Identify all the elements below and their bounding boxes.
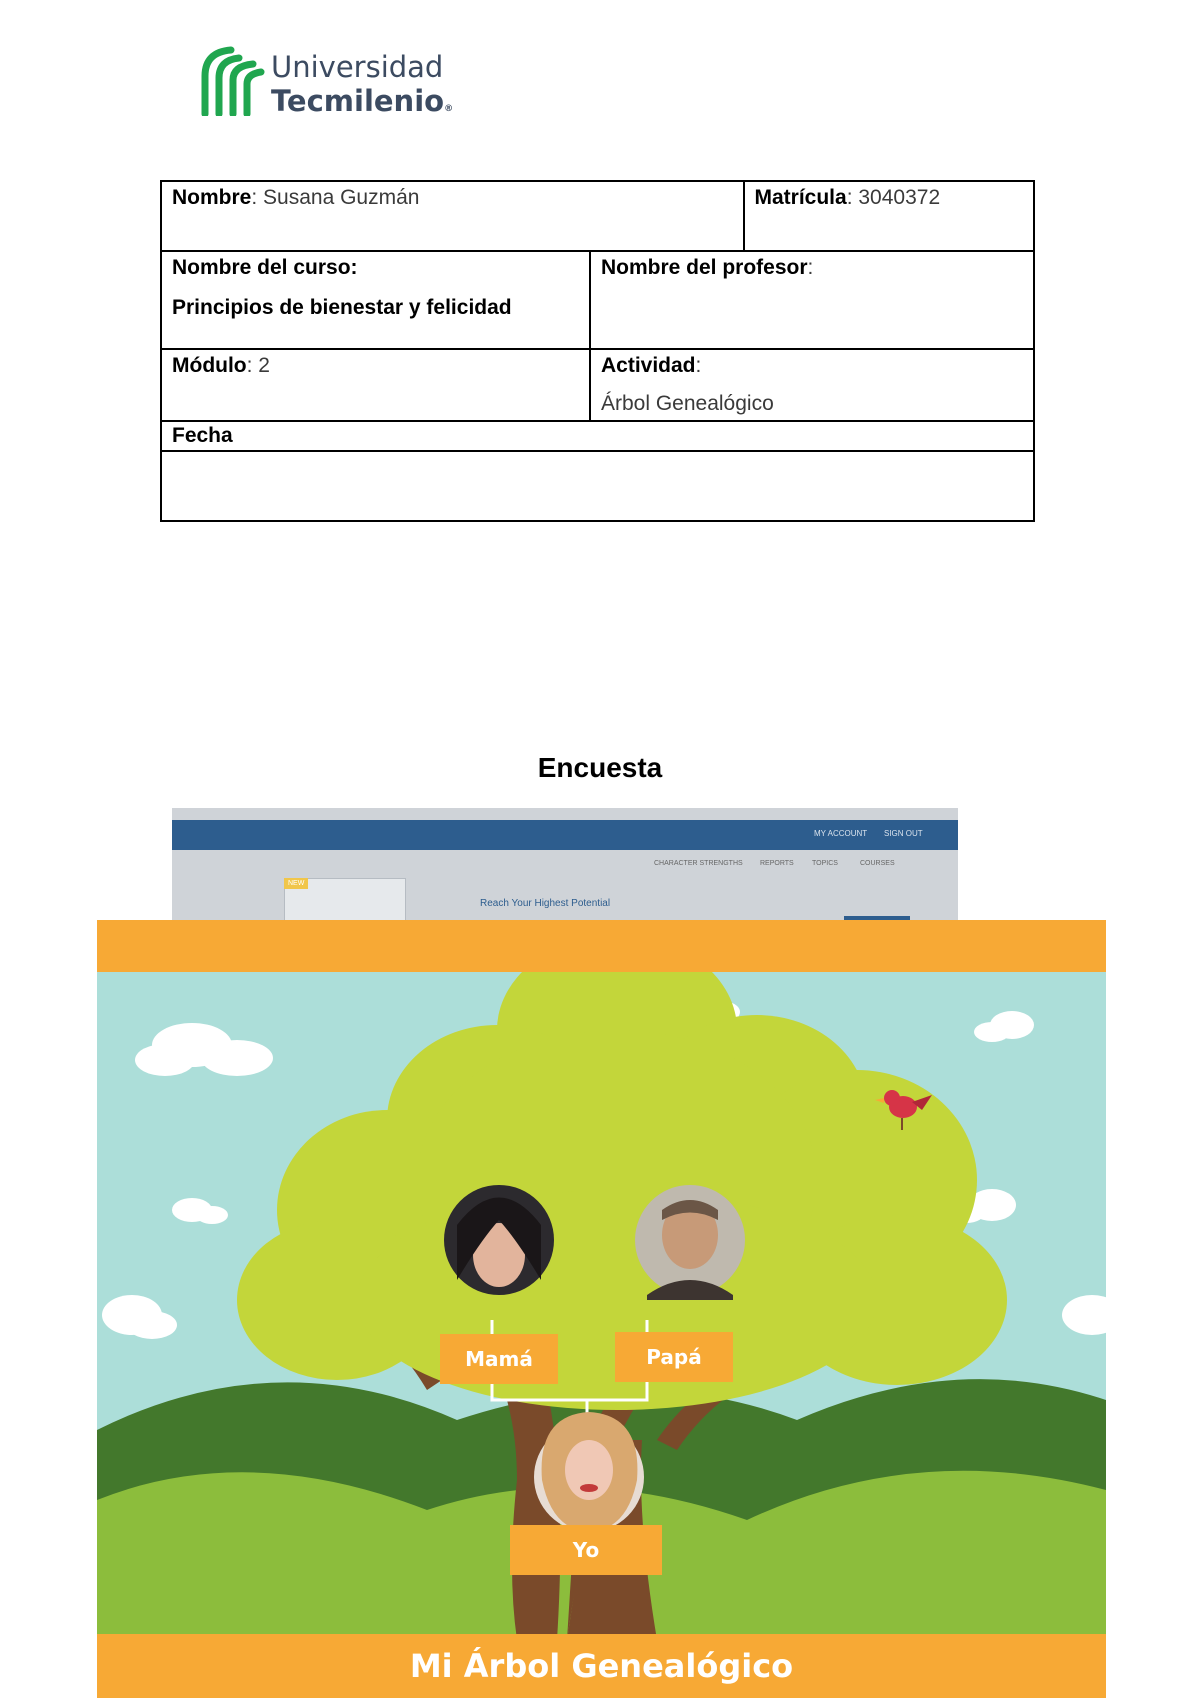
tree-top-bar (97, 920, 1106, 972)
section-title-encuesta: Encuesta (537, 752, 663, 783)
label-papa: Papá (615, 1332, 733, 1382)
curso-cell: Nombre del curso: Principios de bienestar y felicidad (161, 251, 590, 349)
fecha-value-cell (161, 451, 1034, 521)
label-yo: Yo (510, 1525, 662, 1575)
actividad-cell: Actividad: Árbol Genealógico (590, 349, 1034, 421)
family-tree-illustration (97, 920, 1106, 1698)
screenshot-headline: Reach Your Highest Potential (480, 898, 611, 909)
tecmilenio-logo-icon (195, 42, 267, 116)
university-logo (195, 42, 465, 122)
fecha-label-cell: Fecha (161, 421, 1034, 451)
label-mama: Mamá (440, 1334, 558, 1384)
modulo-cell: Módulo: 2 (161, 349, 590, 421)
photo-mother (444, 1185, 554, 1295)
logo-line-universidad: Universidad (271, 50, 444, 84)
screenshot-sign-out: SIGN OUT (884, 829, 923, 838)
screenshot-top-bar (172, 820, 958, 850)
screenshot-nav-item: COURSES (860, 860, 895, 867)
screenshot-nav-item: TOPICS (812, 860, 838, 867)
family-tree-banner: Mi Árbol Genealógico (97, 1634, 1106, 1698)
matricula-cell: Matrícula: 3040372 (744, 181, 1035, 251)
logo-line-tecmilenio: Tecmilenio® (271, 84, 454, 118)
tree-scene (97, 920, 1106, 1698)
screenshot-my-account: MY ACCOUNT (814, 829, 868, 838)
screenshot-nav-item: CHARACTER STRENGTHS (654, 860, 743, 867)
survey-screenshot-photo (172, 808, 958, 920)
screenshot-nav-item: REPORTS (760, 860, 794, 867)
screenshot-new-badge: NEW (284, 878, 308, 889)
profesor-cell: Nombre del profesor: (590, 251, 1034, 349)
nombre-cell: Nombre: Susana Guzmán (161, 181, 744, 251)
student-info-table (160, 180, 1035, 522)
